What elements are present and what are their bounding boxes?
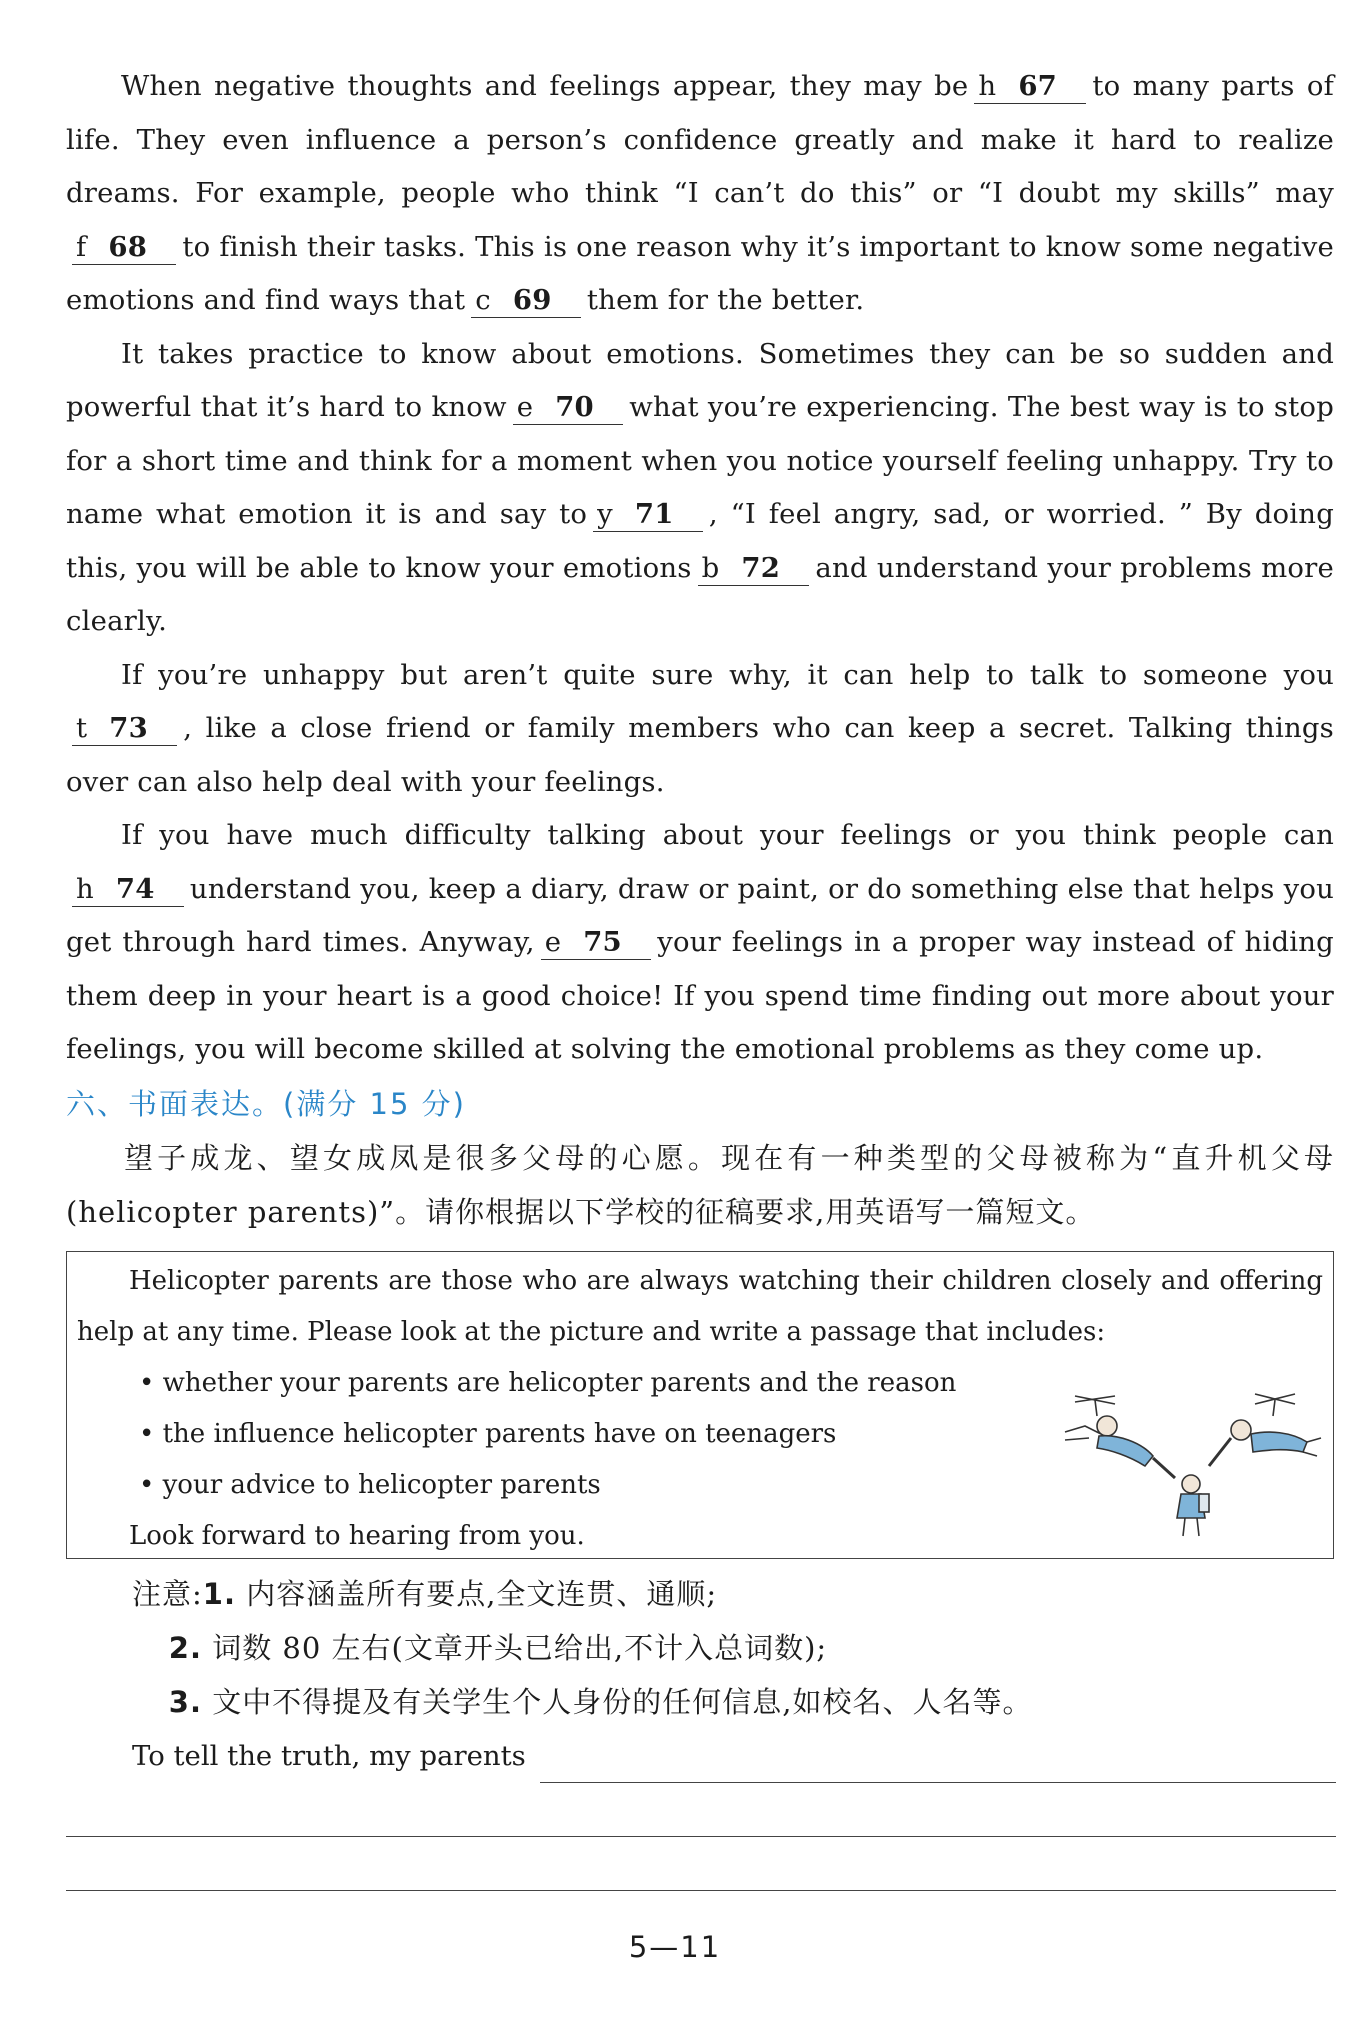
prompt-text: Helicopter parents are those who are always watching their children closely and offering help at any time. Please look at the picture and write a passage that includes:: [77, 1265, 1323, 1347]
right-parent-figure: [1209, 1394, 1321, 1466]
answer-line[interactable]: [540, 1742, 1336, 1783]
blank-75[interactable]: [541, 925, 651, 960]
blank-number: 70: [555, 391, 594, 423]
blank-letter: h: [978, 70, 997, 102]
blank-67[interactable]: [974, 69, 1086, 104]
text: them for the better.: [586, 284, 865, 316]
note-text: 内容涵盖所有要点,全文连贯、通顺;: [246, 1576, 718, 1611]
text: If you’re unhappy but aren’t quite sure why, it can help to talk to someone you: [121, 658, 1334, 691]
blank-72[interactable]: [698, 551, 810, 586]
left-parent-figure: [1065, 1396, 1175, 1478]
blank-letter: c: [475, 284, 491, 316]
text: to finish their tasks. This is one reason why it’s important to know some negative emotions and find ways that: [66, 230, 1334, 316]
section-title-writing: 六、书面表达。(满分 15 分): [66, 1086, 466, 1121]
blank-number: 71: [634, 498, 674, 530]
writing-prompt-box: [66, 1251, 1334, 1559]
note-number: 2.: [168, 1630, 202, 1665]
blank-number: 68: [108, 230, 148, 263]
text: your feelings in a proper way instead of hiding them deep in your heart is a good choice! If you spend time finding out more about your feelings, you will become skilled at solving the emotional problems as they come up.: [66, 926, 1334, 1065]
passage-paragraph-3: [66, 649, 1334, 810]
blank-number: 72: [741, 551, 781, 584]
answer-line[interactable]: [66, 1837, 1336, 1891]
blank-number: 69: [512, 284, 552, 316]
helicopter-parents-illustration: [1055, 1390, 1325, 1540]
writing-intro: 望子成龙、望女成凤是很多父母的心愿。现在有一种类型的父母被称为“直升机父母(helicopter parents)”。请你根据以下学校的征稿要求,用英语写一篇短文。: [66, 1140, 1334, 1229]
note-number: 3.: [168, 1684, 202, 1719]
prompt-bullet: • the influence helicopter parents have on teenagers: [139, 1418, 837, 1449]
text: understand you, keep a diary, draw or paint, or do something else that helps you get through hard times. Anyway,: [66, 872, 1334, 958]
notes-section: [66, 1567, 1334, 1729]
note-number: 1.: [202, 1576, 236, 1611]
blank-73[interactable]: [72, 711, 177, 746]
writing-start-text: To tell the truth, my parents: [132, 1739, 526, 1772]
blank-74[interactable]: [72, 872, 184, 907]
text: to many parts of life. They even influence a person’s confidence greatly and make it hard to realize dreams. For example, people who think “I can’t do this” or “I doubt my skills” may: [66, 70, 1334, 209]
answer-line[interactable]: [66, 1783, 1336, 1837]
writing-start-line: [66, 1729, 1334, 1783]
blank-letter: e: [544, 926, 562, 958]
blank-number: 75: [583, 926, 622, 958]
note-text: 文中不得提及有关学生个人身份的任何信息,如校名、人名等。: [212, 1684, 1033, 1719]
note-3: [66, 1675, 1334, 1729]
blank-number: 73: [109, 712, 148, 744]
text: If you have much difficulty talking about your feelings or you think people can: [121, 819, 1334, 851]
blank-letter: b: [701, 551, 720, 584]
text: It takes practice to know about emotions. Sometimes they can be so sudden and powerful that it’s hard to know: [66, 337, 1334, 423]
passage-paragraph-4: [66, 809, 1334, 1077]
notes-label: 注意:: [132, 1576, 203, 1611]
note-text: 词数 80 左右(文章开头已给出,不计入总词数);: [212, 1630, 828, 1665]
blank-69[interactable]: [471, 283, 581, 318]
blank-letter: e: [516, 391, 534, 423]
blank-71[interactable]: [593, 497, 703, 532]
blank-number: 67: [1018, 70, 1057, 102]
blank-letter: f: [76, 230, 87, 263]
note-1: [66, 1567, 1334, 1621]
text: what you’re experiencing. The best way is to stop for a short time and think for a moment when you notice yourself feeling unhappy. Try to name what emotion it is and say to: [66, 391, 1334, 530]
passage-paragraph-2: [66, 328, 1334, 649]
blank-letter: y: [597, 498, 613, 530]
blank-68[interactable]: [72, 230, 176, 265]
text: , “I feel angry, sad, or worried. ” By doing this, you will be able to know your emotions: [66, 498, 1334, 584]
prompt-closing: Look forward to hearing from you.: [129, 1520, 585, 1551]
prompt-bullet: • whether your parents are helicopter parents and the reason: [139, 1367, 957, 1398]
blank-70[interactable]: [513, 390, 623, 425]
child-figure: [1177, 1475, 1209, 1536]
text: and understand your problems more clearly.: [66, 551, 1334, 637]
blank-letter: t: [76, 712, 88, 744]
note-2: [66, 1621, 1334, 1675]
passage-paragraph-1: [66, 60, 1334, 328]
text: When negative thoughts and feelings appear, they may be: [121, 70, 969, 102]
prompt-bullet: • your advice to helicopter parents: [139, 1469, 601, 1500]
page-number: 5—11: [628, 1930, 722, 1964]
text: , like a close friend or family members who can keep a secret. Talking things over can also help deal with your feelings.: [66, 712, 1334, 798]
worksheet-page: [66, 60, 1334, 1891]
blank-letter: h: [76, 872, 94, 905]
blank-number: 74: [115, 872, 155, 905]
